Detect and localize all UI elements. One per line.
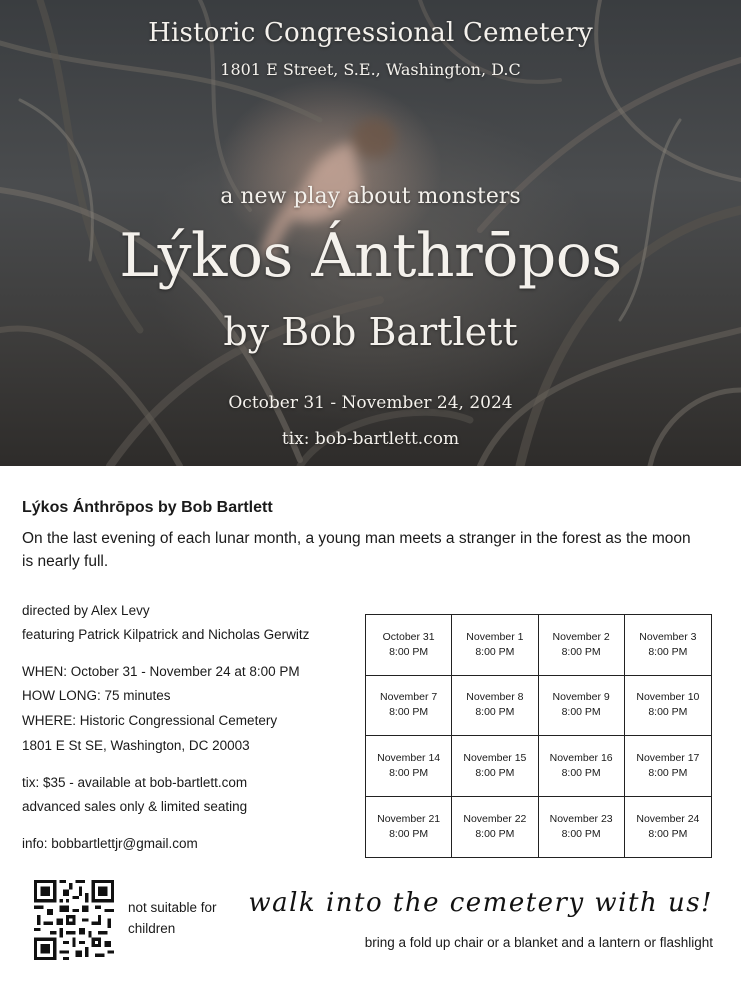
cast-credit: featuring Patrick Kilpatrick and Nicholas Gerwitz bbox=[22, 627, 310, 642]
performance-time: 8:00 PM bbox=[561, 706, 601, 719]
info-title: Lýkos Ánthrōpos by Bob Bartlett bbox=[22, 499, 273, 516]
performance-date: November 2 bbox=[552, 630, 610, 643]
schedule-cell bbox=[452, 736, 538, 797]
performance-schedule bbox=[365, 614, 712, 858]
schedule-cell bbox=[366, 797, 452, 858]
schedule-cell bbox=[452, 797, 538, 858]
qr-code-icon[interactable] bbox=[34, 880, 114, 960]
schedule-cell bbox=[539, 615, 625, 676]
ticket-link[interactable]: tix: bob-bartlett.com bbox=[281, 429, 460, 449]
when-line: WHEN: October 31 - November 24 at 8:00 PM bbox=[22, 664, 300, 679]
schedule-cell bbox=[539, 797, 625, 858]
schedule-cell bbox=[539, 676, 625, 737]
performance-date: October 31 bbox=[382, 630, 435, 643]
performance-time: 8:00 PM bbox=[389, 706, 429, 719]
schedule-cell bbox=[625, 615, 711, 676]
performance-time: 8:00 PM bbox=[561, 645, 601, 658]
schedule-cell bbox=[452, 676, 538, 737]
schedule-cell bbox=[625, 736, 711, 797]
age-advisory: not suitable for children bbox=[128, 900, 217, 936]
venue-address: 1801 E Street, S.E., Washington, D.C bbox=[220, 60, 521, 79]
performance-date: November 15 bbox=[463, 751, 527, 764]
performance-time: 8:00 PM bbox=[648, 827, 688, 840]
performance-date: November 17 bbox=[636, 751, 700, 764]
bring-instructions: bring a fold up chair or a blanket and a lantern or flashlight bbox=[364, 935, 713, 950]
performance-time: 8:00 PM bbox=[389, 645, 429, 658]
performance-date: November 21 bbox=[377, 812, 441, 825]
performance-time: 8:00 PM bbox=[475, 706, 515, 719]
sales-note: advanced sales only & limited seating bbox=[22, 799, 248, 814]
performance-time: 8:00 PM bbox=[389, 827, 429, 840]
performance-time: 8:00 PM bbox=[561, 827, 601, 840]
performance-date: November 14 bbox=[377, 751, 441, 764]
schedule-cell bbox=[625, 797, 711, 858]
performance-date: November 8 bbox=[466, 691, 524, 704]
ticket-price: tix: $35 - available at bob-bartlett.com bbox=[22, 775, 248, 790]
performance-time: 8:00 PM bbox=[475, 766, 515, 779]
slogan: walk into the cemetery with us! bbox=[248, 888, 713, 918]
performance-date: November 10 bbox=[636, 691, 700, 704]
schedule-cell bbox=[625, 676, 711, 737]
author-byline: by Bob Bartlett bbox=[223, 310, 518, 354]
run-dates: October 31 - November 24, 2024 bbox=[228, 393, 513, 413]
hero-banner bbox=[0, 0, 741, 466]
schedule-cell bbox=[452, 615, 538, 676]
tagline: a new play about monsters bbox=[220, 184, 521, 209]
where-address: 1801 E St SE, Washington, DC 20003 bbox=[22, 738, 250, 753]
performance-time: 8:00 PM bbox=[389, 766, 429, 779]
contact-email[interactable]: info: bobbartlettjr@gmail.com bbox=[22, 836, 198, 851]
venue-name: Historic Congressional Cemetery bbox=[148, 18, 593, 48]
schedule-cell bbox=[366, 736, 452, 797]
synopsis: On the last evening of each lunar month, a young man meets a stranger in the forest as the moon is nearly full. bbox=[22, 530, 691, 570]
performance-time: 8:00 PM bbox=[648, 766, 688, 779]
performance-date: November 22 bbox=[463, 812, 527, 825]
performance-date: November 9 bbox=[552, 691, 610, 704]
performance-date: November 7 bbox=[380, 691, 438, 704]
performance-date: November 23 bbox=[549, 812, 613, 825]
schedule-cell bbox=[366, 676, 452, 737]
play-title: Lýkos Ánthrōpos bbox=[119, 221, 622, 291]
performance-time: 8:00 PM bbox=[475, 827, 515, 840]
performance-date: November 1 bbox=[466, 630, 524, 643]
schedule-cell bbox=[366, 615, 452, 676]
how-long-line: HOW LONG: 75 minutes bbox=[22, 688, 171, 703]
performance-time: 8:00 PM bbox=[648, 706, 688, 719]
performance-time: 8:00 PM bbox=[561, 766, 601, 779]
performance-date: November 3 bbox=[639, 630, 697, 643]
performance-time: 8:00 PM bbox=[475, 645, 515, 658]
schedule-cell bbox=[539, 736, 625, 797]
where-line: WHERE: Historic Congressional Cemetery bbox=[22, 713, 278, 728]
performance-date: November 24 bbox=[636, 812, 700, 825]
performance-date: November 16 bbox=[549, 751, 613, 764]
performance-time: 8:00 PM bbox=[648, 645, 688, 658]
director-credit: directed by Alex Levy bbox=[22, 603, 150, 618]
